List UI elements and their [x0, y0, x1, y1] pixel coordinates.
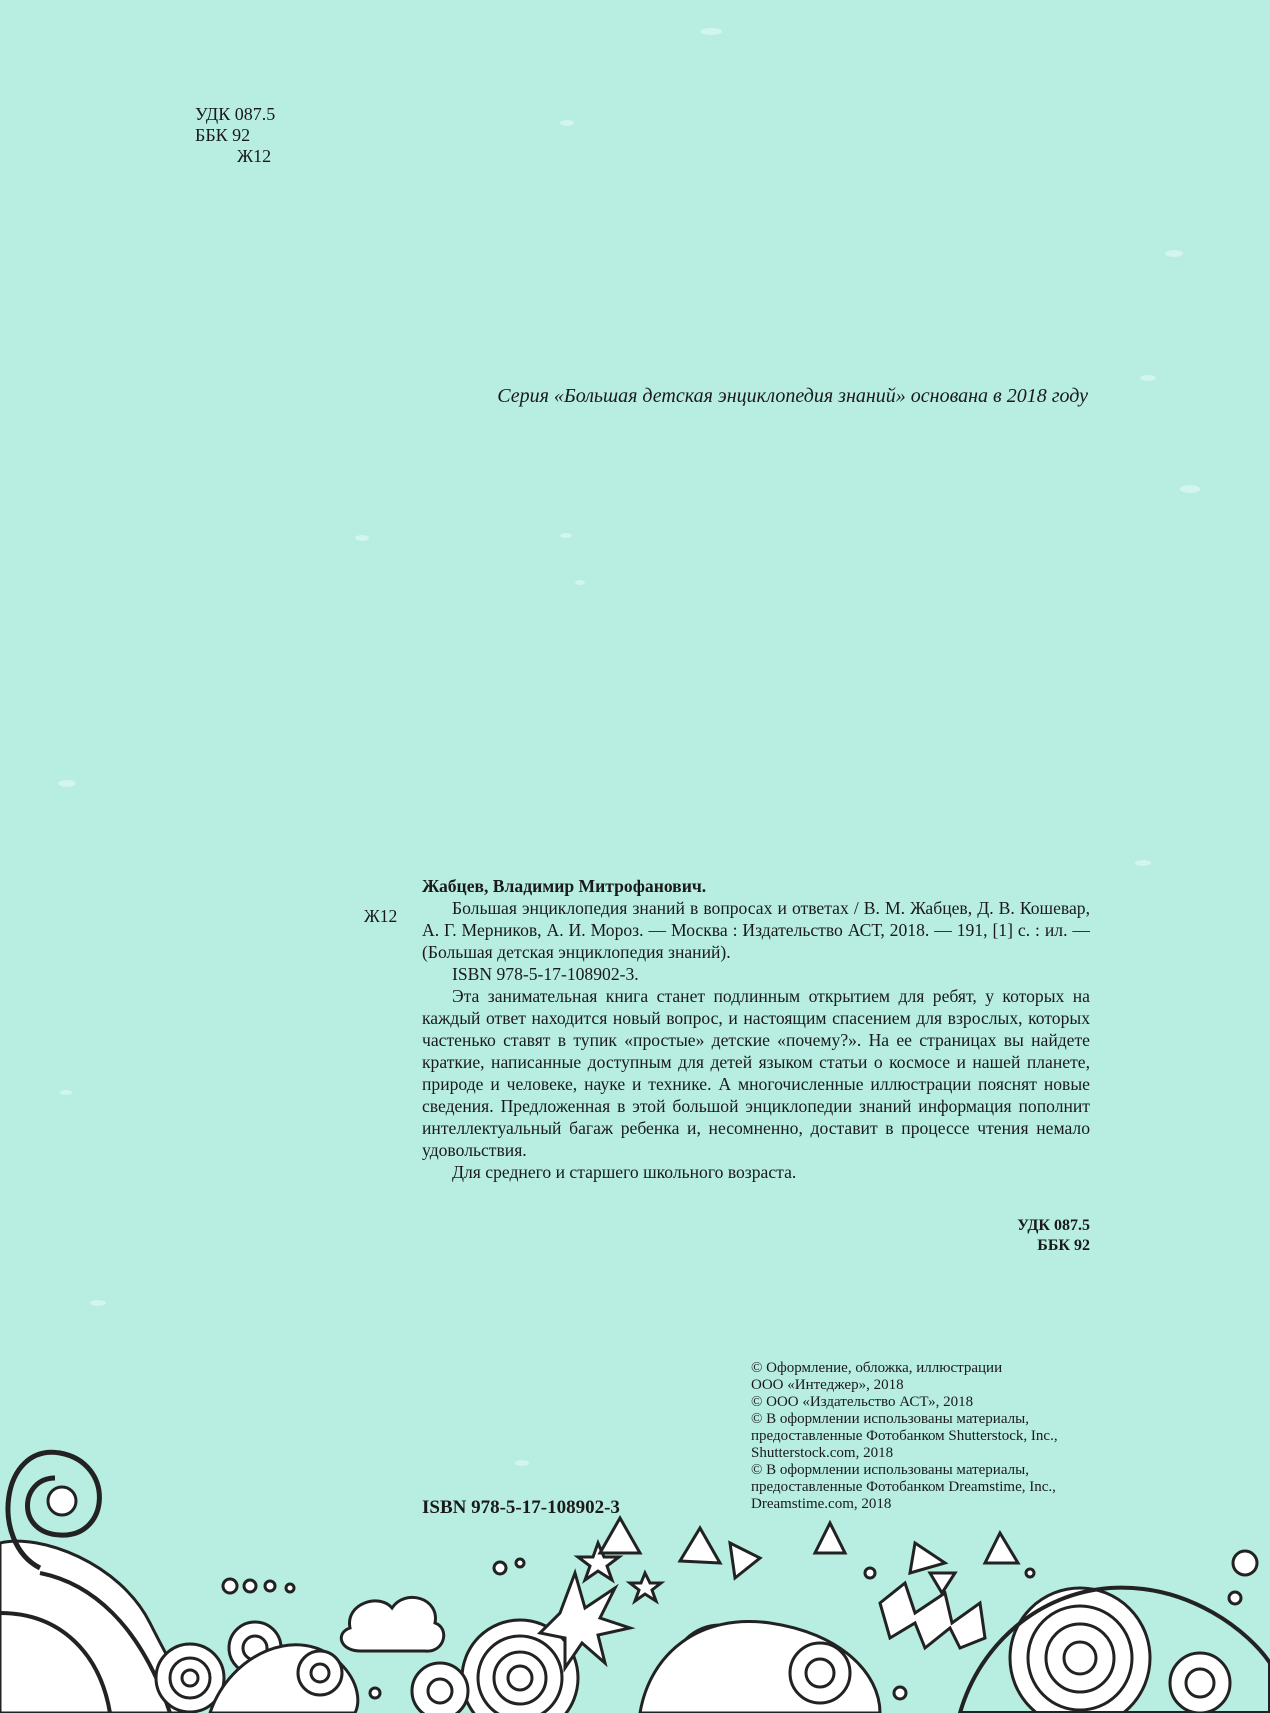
author-mark: Ж12: [237, 146, 272, 166]
udk-code-bottom: УДК 087.5: [1017, 1217, 1090, 1234]
copyright-line: предоставленные Фотобанком Dreamstime, Inc.,: [751, 1479, 1056, 1495]
copyright-line: © В оформлении использованы материалы,: [751, 1411, 1029, 1427]
entry-isbn: ISBN 978-5-17-108902-3.: [452, 964, 639, 984]
copyright-line: © Оформление, обложка, иллюстрации: [751, 1360, 1003, 1376]
copyright-line: © ООО «Издательство АСТ», 2018: [751, 1394, 974, 1410]
bibliographic-entry: [422, 875, 1090, 1183]
series-note: Серия «Большая детская энциклопедия знаний» основана в 2018 году: [497, 385, 1088, 407]
entry-author: Жабцев, Владимир Митрофанович.: [422, 876, 707, 896]
udk-code: УДК 087.5: [195, 104, 276, 124]
doodle-border: [0, 1423, 1270, 1713]
entry-citation: Большая энциклопедия знаний в вопросах и ответах / В. М. Жабцев, Д. В. Кошевар, А. Г. Мерников, А. И. Мороз. — Москва : Издательство АСТ, 2018. — 191, [1] с. : ил. — (Большая детская энциклопедия знаний).: [422, 898, 1090, 962]
entry-audience: Для среднего и старшего школьного возраста.: [452, 1162, 797, 1182]
copyright-line: Dreamstime.com, 2018: [751, 1496, 892, 1512]
isbn-large: ISBN 978-5-17-108902-3: [422, 1497, 620, 1518]
bbk-code-bottom: ББК 92: [1037, 1237, 1090, 1254]
copyright-line: предоставленные Фотобанком Shutterstock, Inc.,: [751, 1428, 1058, 1444]
copyright-line: Shutterstock.com, 2018: [751, 1445, 894, 1461]
bbk-code: ББК 92: [195, 125, 251, 145]
entry-author-mark: Ж12: [364, 906, 398, 926]
classification-codes-top: [195, 104, 275, 167]
copyright-line: ООО «Интеджер», 2018: [751, 1377, 904, 1393]
doodle-shapes: [0, 1452, 1270, 1713]
classification-codes-bottom: [900, 1216, 1090, 1256]
entry-annotation: Эта занимательная книга станет подлинным открытием для ребят, у которых на каждый ответ находится новый вопрос, и настоящим спасением для взрослых, которых частенько ставят в тупик «простые» детские «почему?». На ее страницах вы найдете краткие, написанные доступным для детей языком статьи о космосе и нашей планете, природе и человеке, науке и технике. А многочисленные иллюстрации пояснят новые сведения. Предложенная в этой большой энциклопедии знаний информация пополнит интеллектуальный багаж ребенка и, несомненно, доставит в процессе чтения немало удовольствия.: [422, 986, 1090, 1160]
copyright-line: © В оформлении использованы материалы,: [751, 1462, 1029, 1478]
